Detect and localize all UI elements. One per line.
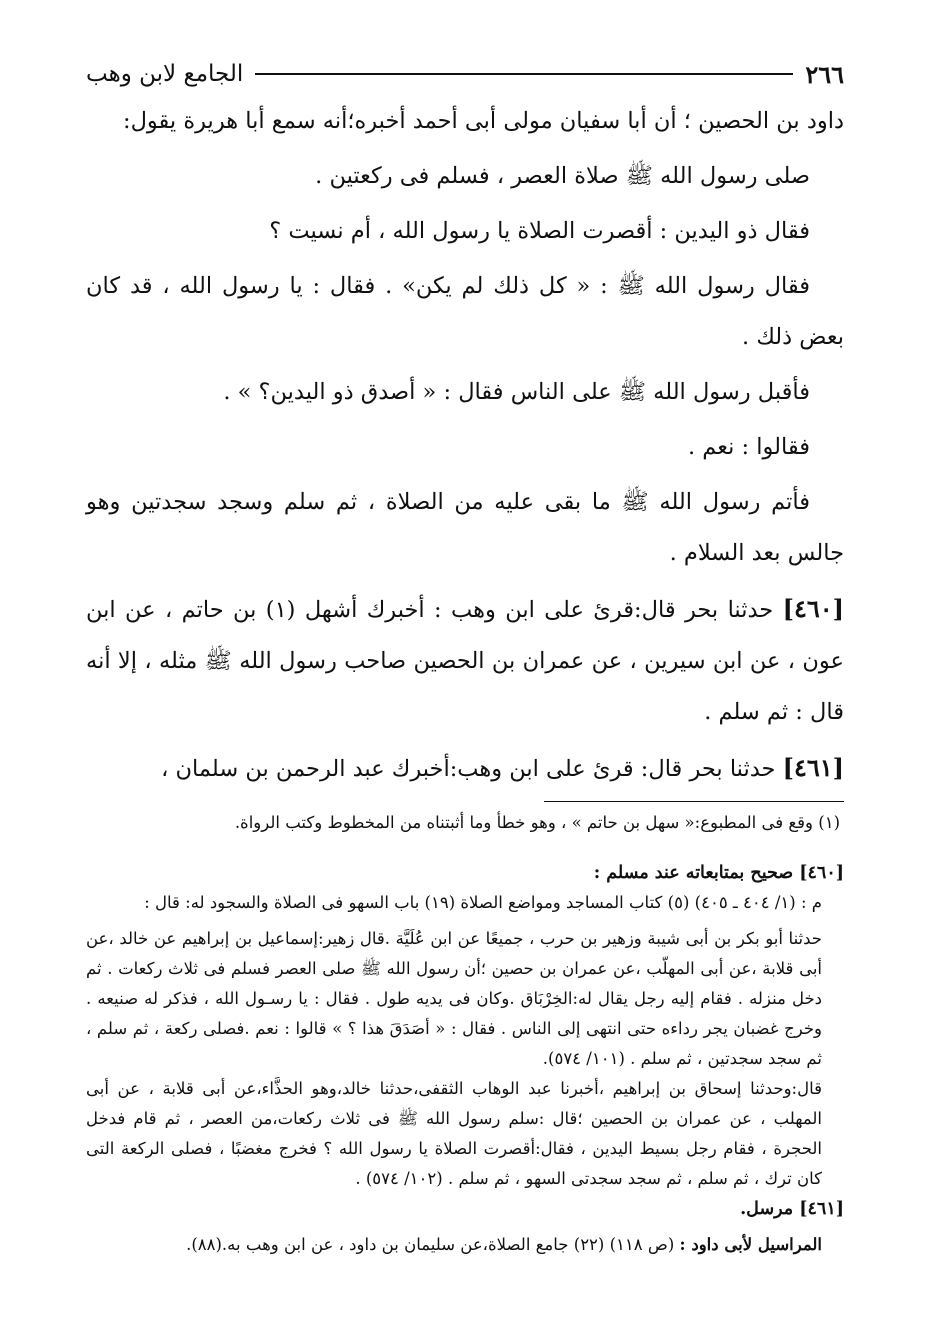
marasil-label: المراسيل لأبى داود : <box>679 1235 822 1254</box>
takhrij-marasil <box>86 1230 844 1260</box>
paragraph: فقالوا : نعم . <box>687 434 810 460</box>
marasil-text: (ص ١١٨) (٢٢) جامع الصلاة،عن سليمان بن داود ، عن ابن وهب به.(٨٨). <box>186 1235 675 1254</box>
page-number: ٢٦٦ <box>805 59 844 89</box>
takhrij-source: م : (١/ ٤٠٤ ـ ٤٠٥) (٥) كتاب المساجد ومواضع الصلاة (١٩) باب السهو فى الصلاة والسجود له: قال : <box>144 893 822 912</box>
takhrij-paragraph: قال:وحدثنا إسحاق بن إبراهيم ،أخبرنا عبد الوهاب الثقفى،حدثنا خالد،وهو الحذَّاء،عن أبى قلابة ، عن أبى المهلب ، عن عمران بن الحصين ؛قال :سلم رسول الله ﷺ فى ثلاث ركعات،من العصر ، ثم قام فدخل الحجرة ، فقام رجل بسيط اليدين ، فقال:أقصرت الصلاة يا رسول الله ؟ فخرج مغضبًا ، فصلى الركعة التى كان ترك ، ثم سلم ، ثم سجد سجدتى السهو ، ثم سلم . (١٠٢/ ٥٧٤) . <box>86 1079 822 1188</box>
paragraph: فأقبل رسول الله ﷺ على الناس فقال : « أصدق ذو اليدين؟ » . <box>223 379 810 405</box>
footnote: (١) وقع فى المطبوع:« سهل بن حاتم » ، وهو خطأ وما أثبتناه من المخطوط وكتب الرواة. <box>234 813 840 832</box>
hadith-text: حدثنا بحر قال:قرئ على ابن وهب : أخبرك أشهل (١) بن حاتم ، عن ابن عون ، عن ابن سيرين ، عن عمران بن الحصين صاحب رسول الله ﷺ مثله ، إلا أنه قال : ثم سلم . <box>86 597 844 725</box>
takhrij-section <box>86 858 844 1260</box>
takhrij-heading-461: [٤٦١] مرسل. <box>740 1199 844 1219</box>
hadith-number: [٤٦١] <box>782 753 844 782</box>
paragraph: داود بن الحصين ؛ أن أبا سفيان مولى أبى أحمد أخبره؛أنه سمع أبا هريرة يقول: <box>123 108 844 134</box>
paragraph: فقال ذو اليدين : أقصرت الصلاة يا رسول الله ، أم نسيت ؟ <box>269 218 810 244</box>
hadith-461 <box>86 742 844 795</box>
main-text <box>86 96 844 795</box>
running-header <box>86 52 844 96</box>
hadith-text: حدثنا بحر قال: قرئ على ابن وهب:أخبرك عبد الرحمن بن سلمان ، <box>161 756 776 782</box>
takhrij-paragraph: حدثنا أبو بكر بن أبى شيبة وزهير بن حرب ، جميعًا عن ابن عُلَيَّة .قال زهير:إسماعيل بن إبراهيم عن خالد ،عن أبى قلابة ،عن أبى المهلّب ،عن عمران بن حصين ؛أن رسول الله ﷺ صلى العصر فسلم فى ثلاث ركعات . ثم دخل منزله . فقام إليه رجل يقال له:الخِرْبَاق .وكان فى يديه طول . فقال : يا رسـول الله ، فذكر له صنيعه . وخرج غضبان يجر رداءه حتى انتهى إلى الناس . فقال : « أصَدَقَ هذا ؟ » قالوا : نعم .فصلى ركعة ، ثم سلم ، ثم سجد سجدتين ، ثم سلم . (١٠١/ ٥٧٤). <box>86 929 822 1068</box>
takhrij-heading-460: [٤٦٠] صحيح بمتابعاته عند مسلم : <box>593 863 844 883</box>
header-rule <box>255 73 793 75</box>
book-title: الجامع لابن وهب <box>86 61 244 87</box>
hadith-460 <box>86 583 844 738</box>
footnote-rule <box>544 801 844 802</box>
paragraph: فأتم رسول الله ﷺ ما بقى عليه من الصلاة ، ثم سلم وسجد سجدتين وهو جالس بعد السلام . <box>86 489 844 566</box>
paragraph: صلى رسول الله ﷺ صلاة العصر ، فسلم فى ركعتين . <box>315 163 810 189</box>
paragraph: فقال رسول الله ﷺ : « كل ذلك لم يكن» . فقال : يا رسول الله ، قد كان بعض ذلك . <box>86 273 844 350</box>
hadith-number: [٤٦٠] <box>782 594 844 623</box>
